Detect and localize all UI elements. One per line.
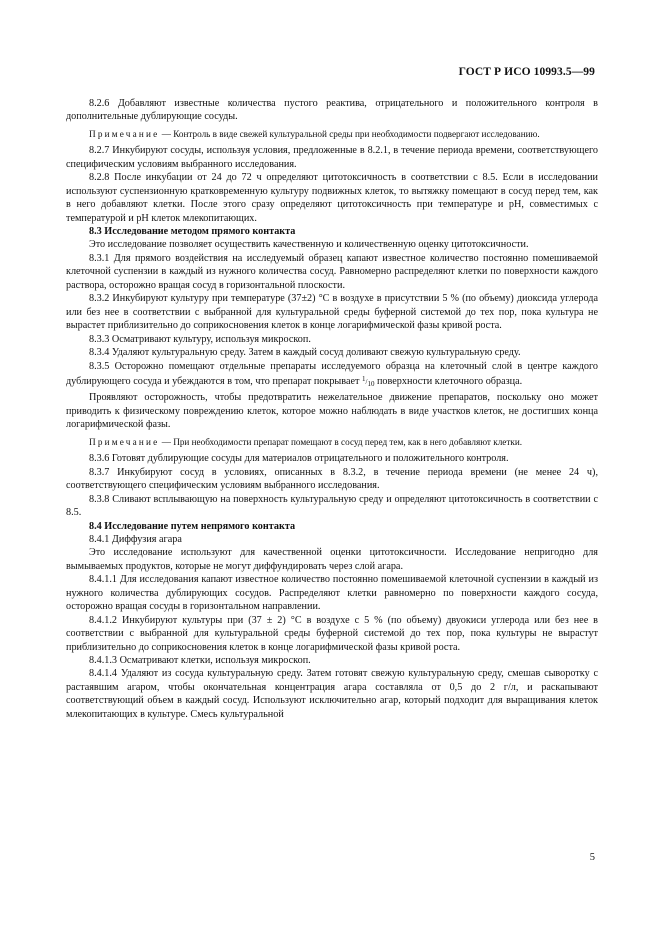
note-1-text: — Контроль в виде свежей культуральной среды при необходимости подвергают исследованию.: [159, 128, 540, 139]
document-header: ГОСТ Р ИСО 10993.5—99: [458, 66, 595, 78]
paragraph-8-3-1: 8.3.1 Для прямого воздействия на исследуемый образец капают известное количество постоянно помешиваемой клеточной суспензии в каждый из нужного количества сосуд. Равномерно распределяют клетки по поверхности каждого раствора, осторожно вращая сосуд в горизонтальной плоскости.: [66, 252, 598, 291]
paragraph-8-4-1-1: 8.4.1.1 Для исследования капают известное количество постоянно помешиваемой клеточной суспензии в каждый из нужного количества дублирующих сосудов. Распределяют клетки равномерно по поверхности каждого сосуда, осторожно вращая сосуды в горизонтальном направлении.: [66, 574, 598, 613]
paragraph-8-3-5-part-b: поверхности клеточного образца.: [374, 376, 523, 388]
document-body: [66, 97, 598, 721]
paragraph-8-2-6: 8.2.6 Добавляют известные количества пустого реактива, отрицательного и положительного контроля в дополнительные дублирующие сосуды.: [66, 98, 598, 123]
paragraph-8-3-5: [66, 360, 598, 392]
paragraph-8-4-1: 8.4.1 Диффузия агара: [89, 533, 182, 545]
paragraph-8-3-7: 8.3.7 Инкубируют сосуд в условиях, описанных в 8.3.2, в течение периода времени (не менее 24 ч), соответствующего специфическим условиям выбранного исследования.: [66, 466, 598, 492]
paragraph-8-3-intro: Это исследование позволяет осуществить качественную и количественную оценку цитотоксичности.: [89, 239, 529, 251]
paragraph-8-3-5-part-a: 8.3.5 Осторожно помещают отдельные препараты исследуемого образца на клеточный слой в центре каждого дублирующего сосуда и убеждаются в том, что препарат покрывает: [66, 360, 598, 388]
section-heading-8-4: 8.4 Исследование путем непрямого контакта: [89, 520, 296, 532]
note-2-text: — При необходимости препарат помещают в сосуд перед тем, как в него добавляют клетки.: [159, 436, 523, 447]
paragraph-8-3-8: 8.3.8 Сливают всплывающую на поверхность культуральную среду и определяют цитотоксичность в соответствии с 8.5.: [66, 493, 598, 519]
paragraph-8-3-2: 8.3.2 Инкубируют культуру при температуре (37±2) °С в воздухе в присутствии 5 % (по объему) диоксида углерода или без нее в соответствии с выбранной для культуральной среды буферной системой до тех пор, пока культура не вырастет приблизительно до соприкосновения клеток в конце логарифмической фазы кривой роста.: [66, 293, 598, 332]
paragraph-8-3-3: 8.3.3 Осматривают культуру, используя микроскоп.: [89, 333, 311, 345]
page-number: 5: [589, 852, 595, 863]
fraction-denominator: 10: [367, 380, 375, 389]
fraction-one-tenth: 1/10: [361, 375, 375, 389]
paragraph-8-2-8: 8.2.8 После инкубации от 24 до 72 ч определяют цитотоксичность в соответствии с 8.5. Если в исследовании используют суспензионную кратковременную культуру подвижных клеток, то вытяжку помещают в сосуд перед тем, как в него добавляют клетки. После этого сразу определяют цитотоксичность при температуре и pH, совместимых с температурой и pH клеток млекопитающих.: [66, 172, 598, 224]
note-2-label: Примечание: [89, 436, 160, 447]
paragraph-8-4-1-intro: Это исследование используют для качественной оценки цитотоксичности. Исследование непригодно для вымываемых продуктов, которые не могут диффундировать через слой агара.: [66, 547, 598, 572]
paragraph-8-3-6: 8.3.6 Готовят дублирующие сосуды для материалов отрицательного и положительного контроля.: [89, 453, 509, 465]
fraction-numerator: 1: [361, 375, 366, 384]
section-heading-8-3: 8.3 Исследование методом прямого контакта: [89, 226, 296, 238]
note-1-label: Примечание: [89, 128, 160, 139]
paragraph-8-4-1-4: 8.4.1.4 Удаляют из сосуда культуральную среду. Затем готовят свежую культуральную среду, смешав сыворотку с растаявшим агаром, чтобы окончательная концентрация агара составляла от 0,5 до 2 г/л, и раскапывают соответствующий объем в каждый сосуд. Используют исключительно агар, который подходит для выращивания клеток млекопитающих в культуре. Смесь культуральной: [66, 668, 598, 720]
note-2: [66, 436, 598, 448]
paragraph-8-4-1-3: 8.4.1.3 Осматривают клетки, используя микроскоп.: [89, 655, 311, 667]
paragraph-8-2-7: 8.2.7 Инкубируют сосуды, используя условия, предложенные в 8.2.1, в течение периода времени, соответствующего специфическим условиям выбранного исследования.: [66, 145, 598, 170]
paragraph-8-3-4: 8.3.4 Удаляют культуральную среду. Затем в каждый сосуд доливают свежую культуральную среду.: [89, 347, 521, 359]
paragraph-8-3-5-caution: Проявляют осторожность, чтобы предотвратить нежелательное движение препаратов, поскольку оно может приводить к физическому повреждению клеток, которое можно наблюдать в виде участков клеток, не достигших конца логарифмической фазы.: [66, 392, 598, 431]
paragraph-8-4-1-2: 8.4.1.2 Инкубируют культуры при (37 ± 2) °С в воздухе с 5 % (по объему) двуокиси углерода или без нее в соответствии с выбранной для культуральной среды буферной системой до тех пор, пока культуры не вырастут приблизительно до соприкосновения клеток в конце логарифмической фазы кривой роста.: [66, 614, 598, 653]
note-1: [66, 128, 598, 140]
